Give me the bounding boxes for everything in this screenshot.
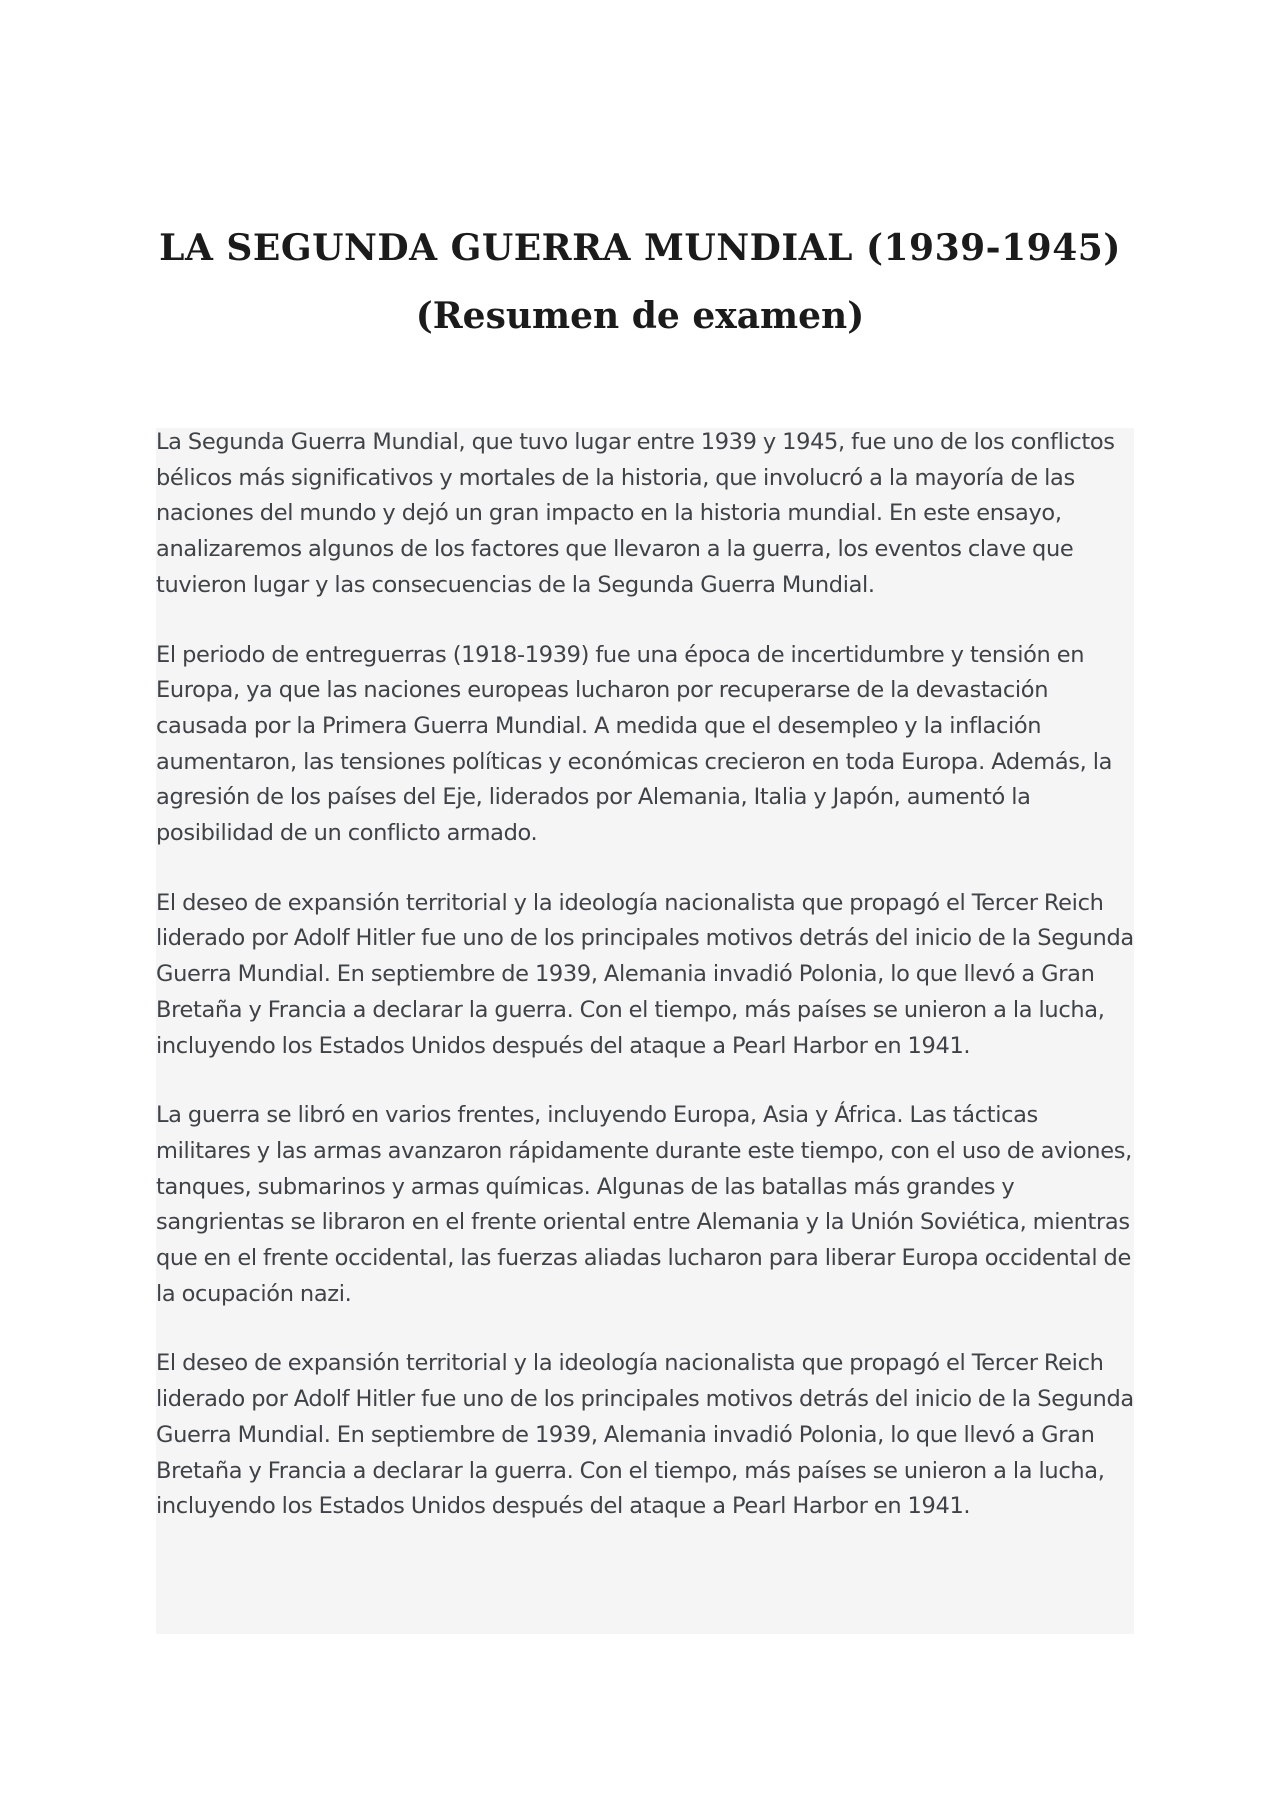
paragraph-causes: El deseo de expansión territorial y la ideología nacionalista que propagó el Tercer Reich liderado por Adolf Hitler fue uno de los principales motivos detrás del inicio de la Segunda Guerra Mundial. En septiembre de 1939, Alemania invadió Polonia, lo que llevó a Gran Bretaña y Francia a declarar la guerra. Con el tiempo, más países se unieron a la lucha, incluyendo los Estados Unidos después del ataque a Pearl Harbor en 1941. xyxy=(156,889,1134,1059)
document-body xyxy=(156,425,1136,1559)
paragraph-fronts: La guerra se libró en varios frentes, incluyendo Europa, Asia y África. Las tácticas militares y las armas avanzaron rápidamente durante este tiempo, con el uso de aviones, tanques, submarinos y armas químicas. Algunas de las batallas más grandes y sangrientas se libraron en el frente oriental entre Alemania y la Unión Soviética, mientras que en el frente occidental, las fuerzas aliadas lucharon para liberar Europa occidental de la ocupación nazi. xyxy=(156,1102,1132,1307)
paragraph-causes-repeat: El deseo de expansión territorial y la ideología nacionalista que propagó el Tercer Reich liderado por Adolf Hitler fue uno de los principales motivos detrás del inicio de la Segunda Guerra Mundial. En septiembre de 1939, Alemania invadió Polonia, lo que llevó a Gran Bretaña y Francia a declarar la guerra. Con el tiempo, más países se unieron a la lucha, incluyendo los Estados Unidos después del ataque a Pearl Harbor en 1941. xyxy=(156,1350,1134,1520)
paragraph-introduction: La Segunda Guerra Mundial, que tuvo lugar entre 1939 y 1945, fue uno de los conflictos bélicos más significativos y mortales de la historia, que involucró a la mayoría de las naciones del mundo y dejó un gran impacto en la historia mundial. En este ensayo, analizaremos algunos de los factores que llevaron a la guerra, los eventos clave que tuvieron lugar y las consecuencias de la Segunda Guerra Mundial. xyxy=(156,429,1115,598)
paragraph-interwar-period: El periodo de entreguerras (1918-1939) fue una época de incertidumbre y tensión en Europa, ya que las naciones europeas lucharon por recuperarse de la devastación causada por la Primera Guerra Mundial. A medida que el desempleo y la inflación aumentaron, las tensiones políticas y económicas crecieron en toda Europa. Además, la agresión de los países del Eje, liderados por Alemania, Italia y Japón, aumentó la posibilidad de un conflicto armado. xyxy=(156,641,1113,847)
document-subtitle: (Resumen de examen) xyxy=(415,295,865,337)
document-title: LA SEGUNDA GUERRA MUNDIAL (1939-1945) xyxy=(159,227,1121,269)
